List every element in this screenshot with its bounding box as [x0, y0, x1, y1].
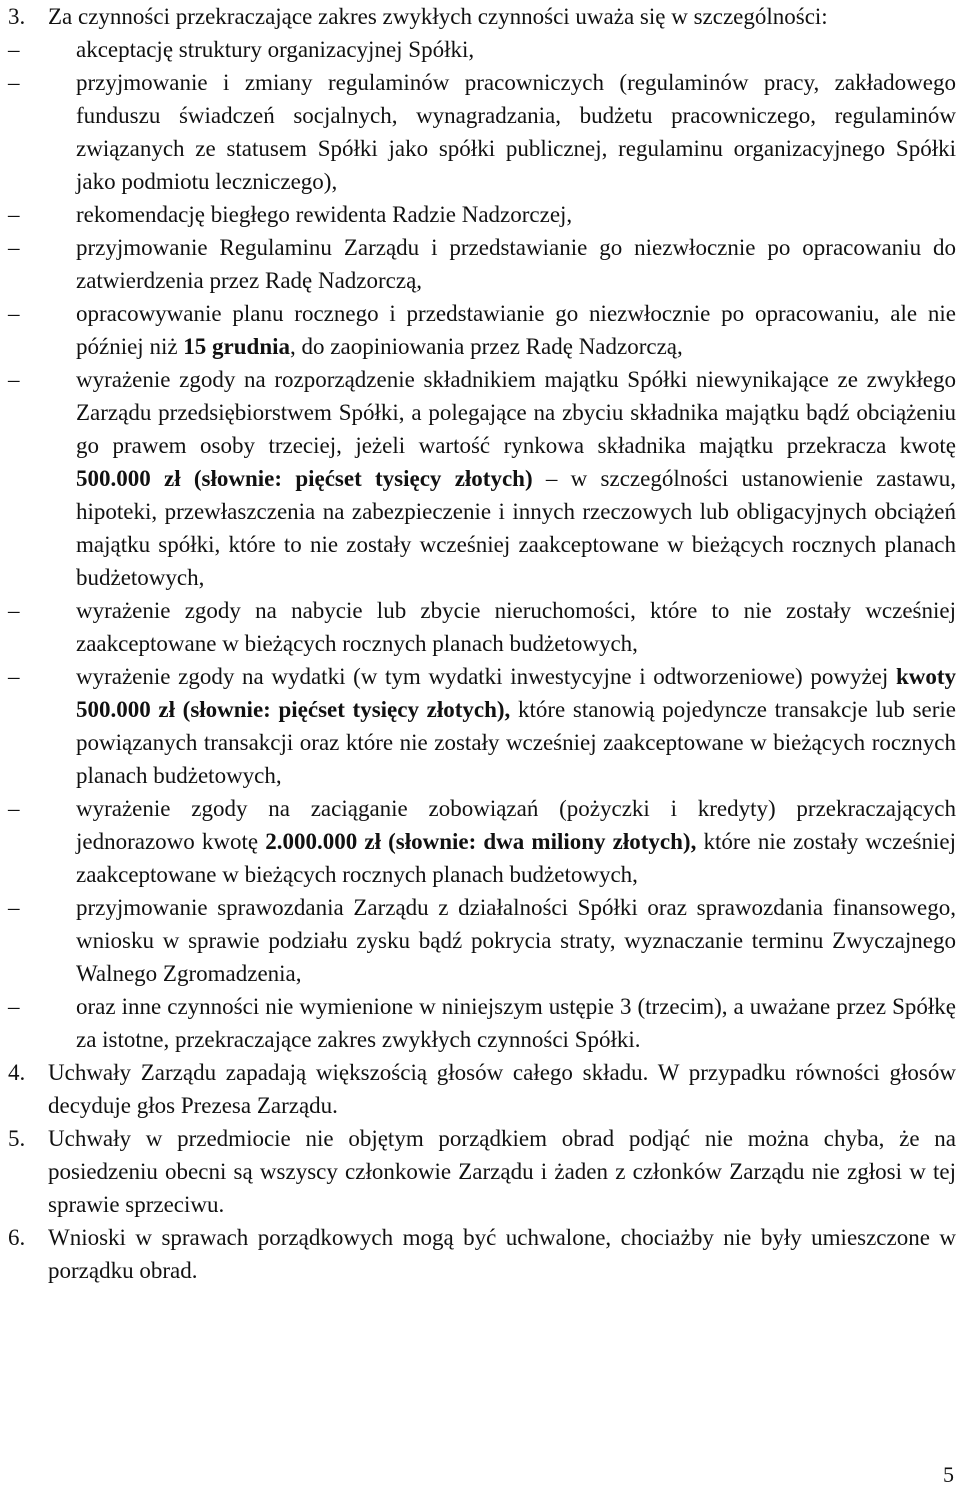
list-item	[8, 594, 956, 660]
list-item	[8, 33, 956, 66]
dash-bullet: –	[8, 202, 20, 227]
list-item-text: wyrażenie zgody na rozporządzenie składnikiem majątku Spółki niewynikające ze zwykłego Zarządu przedsiębiorstwem Spółki, a polegające na zbyciu składnika majątku bądź obciążeniu go prawem osoby trzeciej, jeżeli wartość rynkowa składnika majątku przekracza kwotę	[76, 367, 956, 458]
dash-bullet: –	[8, 664, 20, 689]
paragraph-3-list	[8, 33, 957, 1056]
paragraph-6-number: 6.	[8, 1225, 26, 1250]
list-item-text: , do zaopiniowania przez Radę Nadzorczą,	[290, 334, 683, 359]
document-page	[8, 0, 956, 1287]
list-item	[8, 891, 956, 990]
paragraph-3	[8, 0, 956, 1056]
list-item-bold-text: 2.000.000 zł (słownie: dwa miliony złotych),	[265, 829, 697, 854]
list-item	[8, 297, 956, 363]
list-item-text: które nie zostały wcześniej zaakceptowane w bieżących rocznych planach budżetowych,	[76, 829, 957, 887]
paragraph-6	[8, 1221, 956, 1287]
paragraph-4-text: Uchwały Zarządu zapadają większością głosów całego składu. W przypadku równości głosów decyduje głos Prezesa Zarządu.	[48, 1060, 956, 1118]
dash-bullet: –	[8, 301, 20, 326]
list-item-text: przyjmowanie Regulaminu Zarządu i przedstawianie go niezwłocznie po opracowaniu do zatwierdzenia przez Radę Nadzorczą,	[76, 235, 956, 293]
list-item-text: wyrażenie zgody na wydatki (w tym wydatki inwestycyjne i odtworzeniowe) powyżej	[76, 664, 896, 689]
list-item-text: rekomendację biegłego rewidenta Radzie Nadzorczej,	[76, 202, 573, 227]
list-item	[8, 660, 956, 792]
list-item-text: wyrażenie zgody na nabycie lub zbycie nieruchomości, które to nie zostały wcześniej zaakceptowane w bieżących rocznych planach budżetowych,	[76, 598, 956, 656]
paragraph-5-number: 5.	[8, 1126, 26, 1151]
page-number: 5	[943, 1462, 954, 1487]
list-item-text: które stanowią pojedyncze transakcje lub serie powiązanych transakcji oraz które nie zostały wcześniej zaakceptowane w bieżących rocznych planach budżetowych,	[76, 697, 956, 788]
list-item-bold-text: 15 grudnia	[183, 334, 291, 359]
list-item	[8, 198, 956, 231]
list-item-bold-text: 500.000 zł (słownie: pięćset tysięcy złotych)	[76, 466, 533, 491]
dash-bullet: –	[8, 598, 20, 623]
list-item-text: akceptację struktury organizacyjnej Spółki,	[76, 37, 475, 62]
dash-bullet: –	[8, 70, 20, 95]
dash-bullet: –	[8, 235, 20, 260]
paragraph-5-text: Uchwały w przedmiocie nie objętym porządkiem obrad podjąć nie można chyba, że na posiedzeniu obecni są wszyscy członkowie Zarządu i żaden z członków Zarządu nie zgłosi w tej sprawie sprzeciwu.	[48, 1126, 956, 1217]
paragraph-3-number: 3.	[8, 4, 26, 29]
dash-bullet: –	[8, 37, 20, 62]
list-item	[8, 231, 956, 297]
list-item	[8, 792, 957, 891]
dash-bullet: –	[8, 994, 20, 1019]
list-item-text: przyjmowanie i zmiany regulaminów pracowniczych (regulaminów pracy, zakładowego funduszu świadczeń socjalnych, wynagradzania, budżetu pracowniczego, regulaminów związanych ze statusem Spółki jako spółki publicznej, regulaminu organizacyjnego Spółki jako podmiotu leczniczego),	[76, 70, 956, 194]
list-item-text: oraz inne czynności nie wymienione w niniejszym ustępie 3 (trzecim), a uważane przez Spółkę za istotne, przekraczające zakres zwykłych czynności Spółki.	[76, 994, 956, 1052]
paragraph-6-text: Wnioski w sprawach porządkowych mogą być uchwalone, chociażby nie były umieszczone w porządku obrad.	[48, 1225, 956, 1283]
list-item-text: wyrażenie zgody na zaciąganie zobowiązań (pożyczki i kredyty) przekraczających jednorazowo kwotę	[76, 796, 956, 854]
list-item	[8, 990, 956, 1056]
list-item-text: przyjmowanie sprawozdania Zarządu z działalności Spółki oraz sprawozdania finansowego, wniosku w sprawie podziału zysku bądź pokrycia straty, wyznaczanie terminu Zwyczajnego Walnego Zgromadzenia,	[76, 895, 956, 986]
paragraph-4-number: 4.	[8, 1060, 26, 1085]
dash-bullet: –	[8, 796, 20, 821]
list-item-text: – w szczególności ustanowienie zastawu, hipoteki, przewłaszczenia na zabezpieczenie i innych rzeczowych lub obligacyjnych obciążeń majątku spółki, które to nie zostały wcześniej zaakceptowane w bieżących rocznych planach budżetowych,	[76, 466, 956, 590]
paragraph-5	[8, 1122, 956, 1221]
dash-bullet: –	[8, 367, 20, 392]
list-item-bold-text: kwoty 500.000 zł (słownie: pięćset tysięcy złotych),	[76, 664, 956, 722]
dash-bullet: –	[8, 895, 20, 920]
paragraph-3-intro: Za czynności przekraczające zakres zwykłych czynności uważa się w szczególności:	[48, 4, 828, 29]
list-item	[8, 363, 956, 594]
list-item	[8, 66, 956, 198]
list-item-text: opracowywanie planu rocznego i przedstawianie go niezwłocznie po opracowaniu, ale nie później niż	[76, 301, 956, 359]
paragraph-4	[8, 1056, 956, 1122]
